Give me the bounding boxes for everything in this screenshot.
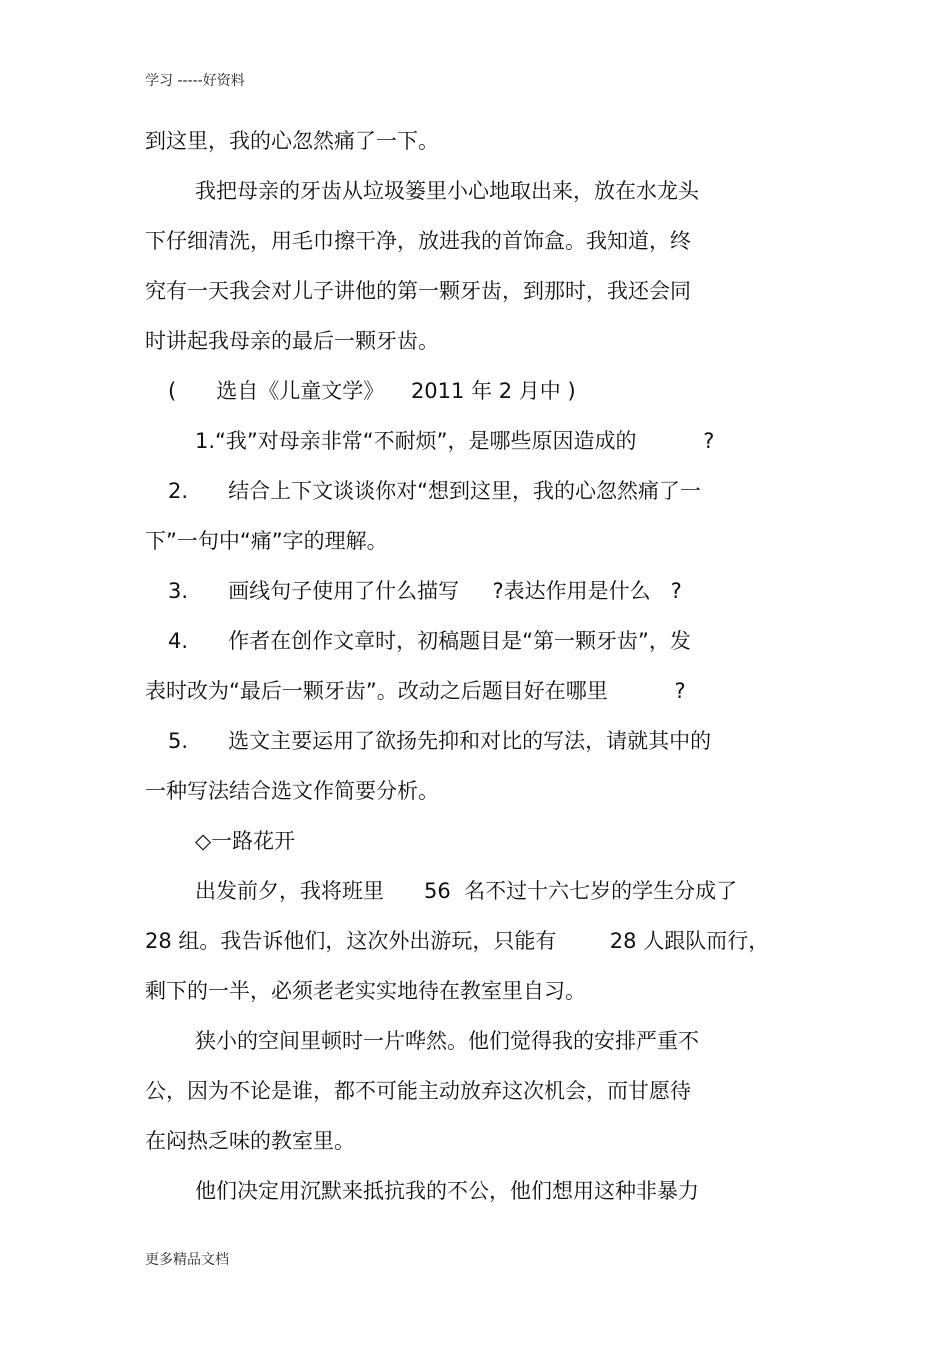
text-line: 公，因为不论是谁，都不可能主动放弃这次机会，而甘愿待	[145, 1079, 691, 1103]
question-5: 5. 选文主要运用了欲扬先抑和对比的写法，请就其中的	[168, 729, 712, 753]
text-line: 狭小的空间里顿时一片哗然。他们觉得我的安排严重不	[195, 1029, 699, 1053]
text-line: 28 组。我告诉他们，这次外出游玩，只能有 28 人跟队而行，	[145, 929, 770, 953]
text-line: 他们决定用沉默来抵抗我的不公，他们想用这种非暴力	[195, 1179, 699, 1203]
question-3: 3. 画线句子使用了什么描写 ?表达作用是什么 ?	[168, 579, 682, 603]
page-footer: 更多精品文档	[145, 1252, 229, 1268]
text-line: 究有一天我会对儿子讲他的第一颗牙齿，到那时，我还会同	[145, 279, 691, 303]
section-title: ◇一路花开	[195, 829, 296, 853]
question-2: 2. 结合上下文谈谈你对“想到这里，我的心忽然痛了一	[168, 479, 701, 503]
question-4: 4. 作者在创作文章时，初稿题目是“第一颗牙齿”，发	[168, 629, 691, 653]
question-5-continued: 一种写法结合选文作简要分析。	[145, 779, 439, 803]
source-citation: ( 选自《儿童文学》 2011 年 2 月中 )	[168, 379, 576, 403]
text-line: 剩下的一半，必须老老实实地待在教室里自习。	[145, 979, 586, 1003]
text-line: 出发前夕，我将班里 56 名不过十六七岁的学生分成了	[195, 879, 738, 903]
text-line: 我把母亲的牙齿从垃圾篓里小心地取出来，放在水龙头	[195, 179, 699, 203]
text-line: 下仔细清洗，用毛巾擦干净，放进我的首饰盒。我知道，终	[145, 229, 691, 253]
question-2-continued: 下”一句中“痛”字的理解。	[145, 529, 388, 553]
question-4-continued: 表时改为“最后一颗牙齿”。改动之后题目好在哪里 ?	[145, 679, 686, 703]
text-line: 到这里，我的心忽然痛了一下。	[145, 129, 439, 153]
question-1: 1.“我”对母亲非常“不耐烦”，是哪些原因造成的 ?	[195, 429, 715, 453]
page-header: 学习 -----好资料	[145, 73, 245, 89]
text-line: 在闷热乏味的教室里。	[145, 1129, 355, 1153]
text-line: 时讲起我母亲的最后一颗牙齿。	[145, 329, 439, 353]
